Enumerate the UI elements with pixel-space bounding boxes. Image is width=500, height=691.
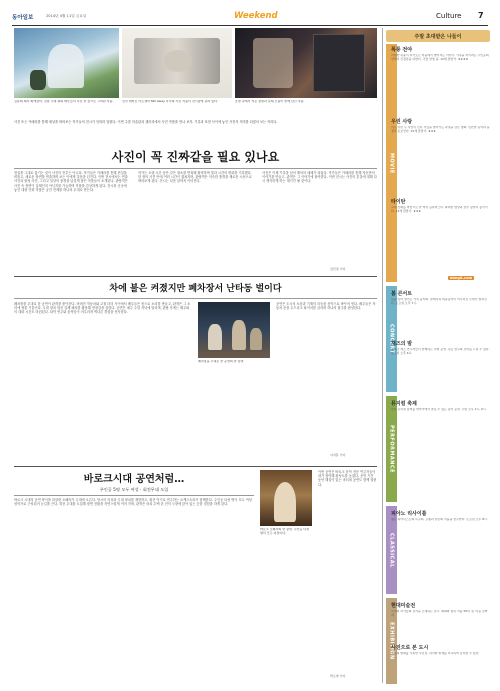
sidebar-divider: [382, 28, 383, 683]
guide-item-3-title: 타이탄: [391, 199, 406, 205]
issue-date: 2014년 4월 11일 금요일: [46, 14, 87, 18]
guide-item-3-text: 고대 신화를 바탕으로 한 액션 블록버스터. 화려한 영상과 전투 장면이 볼거리다. 12세 관람가. ★★★: [391, 206, 488, 213]
article2-headline-rule: [14, 298, 377, 299]
newspaper-name: 동아일보: [12, 15, 34, 21]
article1-lede: 사진 또는 카메라를 통해 세상을 바라보는 작가들의 전시가 잇따라 열린다. 이번 주말 미술관과 갤러리에서 사진 작품을 만나 보자. 기록과 표현 사이에 놓인 사진의 의미를 되짚어 보는 자리다.: [14, 120, 278, 124]
article1-col3: 사진은 이제 기록을 넘어 해석의 매체가 되었다. 작가들은 카메라를 통해 자신만의 이야기를 만들고, 관객은 그 이야기에 참여한다. 이번 전시는 사진의 본질에 대해 다시 생각하게 하는 계기가 될 것이다.: [262, 171, 377, 184]
guide-item-5: [391, 340, 490, 390]
guide-item-1-text: 거대한 폭풍이 다가오는 마을에서 벌어지는 이야기. 가족을 지키려는 주인공의 선택이 긴장감을 더한다. 극장 상영 중. 12세 관람가. ★★★★: [391, 54, 489, 61]
stamp-dongA-text: dongA.com: [450, 276, 473, 280]
article1-headline-rule: [14, 168, 377, 169]
article3-subhead: 주인공 5명 모두 여성 · 회전무대 도입: [99, 487, 169, 492]
article2-headline: 차에 불은 켜졌지만 폐차장서 난타동 벌이다: [109, 284, 282, 294]
tab-movie-label: MOVIE: [388, 152, 395, 174]
guide-item-6-title: 뮤지컬 축제: [391, 401, 417, 407]
photo-art-installation: [122, 28, 232, 98]
article1-col2: 작가는 오랜 시간 동안 같은 장소를 반복해 촬영하며 빛과 시간의 변화를 기록했다. 한 장의 사진 안에 여러 시간이 겹쳐지며, 관람객은 익숙한 풍경을 새로운 시선으로 바라보게 된다. 전시는 다음 달까지 이어진다.: [138, 171, 252, 184]
article3-author: 박소영 기자: [330, 674, 346, 678]
guide-item-8-title: 현대미술전: [391, 603, 416, 609]
guide-item-8: [391, 602, 490, 642]
guide-item-7-title: 피아노 리사이틀: [391, 511, 427, 517]
tab-concert-label: CONCERT: [388, 324, 395, 354]
guide-item-4: [391, 290, 490, 338]
masthead-divider: [12, 25, 488, 26]
guide-item-9: [391, 644, 490, 684]
tab-exhibition-label: EXHIBITION: [388, 622, 395, 660]
guide-item-2: [388, 118, 490, 196]
tab-classical-label: CLASSICAL: [388, 532, 395, 568]
article3-col1: 바로크 시대의 공연 양식을 되살린 오페라가 무대에 오른다. 당시의 의상과 무대 장치를 재현하고, 원전 악기로 연주하는 오케스트라가 함께한다. 주인공 다섯 명이 모두 여성 성악가로 구성되어 눈길을 끈다. 회전 무대를 도입해 장면 전환을 자연스럽게 이어 가며, 관객은 마치 수백 년 전의 극장에 앉아 있는 듯한 경험을 하게 된다.: [14, 498, 252, 507]
photo-scrapyard-performance: [198, 302, 270, 358]
photo-baroque-opera: [260, 470, 312, 526]
article2-photo-caption: 폐차장을 무대로 한 공연의 한 장면.: [198, 360, 245, 363]
photo-caption-1: 김용태 제작 화개장터, 전통 무대 위의 배우들이 사진 한 장으로 그려낸 작품.: [14, 100, 114, 103]
guide-item-1-title: 폭풍 전야: [391, 47, 413, 53]
guide-item-9-title: 사진으로 본 도시: [391, 645, 429, 651]
tab-performance-label: PERFORMANCE: [388, 424, 395, 474]
page-number: 7: [478, 11, 484, 20]
article1-divider: [14, 276, 377, 277]
article3-headline-rule: [14, 495, 254, 496]
photo-stage-actors: [14, 28, 119, 98]
section-logo: [234, 11, 278, 21]
guide-item-7: [388, 510, 490, 592]
guide-item-6: [388, 400, 490, 500]
photo-caption-2: 신사 대학로 아트센터 Fall Away 작가의 사진 작품이 전시장에 걸려 있다.: [122, 100, 218, 103]
photo-night-scene: [235, 28, 377, 98]
sidebar-title: [386, 30, 490, 42]
article2-author: 이지훈 기자: [330, 453, 346, 457]
article3-photo-caption: 바로크 오페라의 한 장면. 주인공 다섯 명이 모두 여성이다.: [260, 528, 310, 535]
guide-item-6-text: 인기 뮤지컬 넘버를 한자리에서 즐길 수 있는 갈라 공연. 주말 오후 2시, 6시.: [391, 408, 487, 411]
section-name: Culture: [436, 12, 462, 20]
guide-item-1: [391, 46, 490, 116]
guide-item-5-title: 재즈의 밤: [391, 341, 413, 347]
article3-headline: 바로크시대 공연처럼…: [83, 474, 185, 485]
article1-author: 김민정 기자: [330, 267, 346, 271]
article1-col1: 현실을 그대로 옮기는 것이 사진의 전부는 아니다. 작가들은 카메라를 통해 현실을 비틀고, 새로운 장면을 연출하며 보는 이에게 질문을 던진다. 이번 전시에서는 연출 사진과 합성 사진, 그리고 일상의 풍경을 낯설게 담은 작품들이 소개된다. 관람객은 사진 속 장면이 실제인지 아닌지를 가늠하며 작품을 감상하게 된다. 전시장 곳곳에 놓인 대형 인화 작품은 공간 전체를 하나의 무대로 만든다.: [14, 171, 128, 192]
sidebar-title-text: 주말 초대받은 나들이: [414, 33, 462, 40]
photo-caption-3: 조명 속에서 찍은 장면과 실제 모습이 함께 담긴 작품.: [235, 100, 305, 103]
stamp-dongA: [448, 276, 474, 280]
article1-headline: 사진이 꼭 진짜같을 필요 있나요: [111, 150, 280, 164]
masthead: [12, 10, 488, 24]
section-logo-text: Weekend: [234, 11, 278, 21]
article2-col1: 폐차장을 무대로 한 공연이 관객을 찾아간다. 버려진 자동차와 고철 더미 사이에서 배우들은 몸으로 소리를 만들고, 관객은 그 소리에 귀를 기울인다. 무대 장치 대신 실제 폐차를 활용해 현장감을 살렸다. 공연은 매주 주말 저녁에 열리며, 관람 후에는 배우와의 대화 시간도 마련된다. 타악 연주와 움직임이 어우러져 색다른 경험을 선사한다.: [14, 302, 191, 315]
guide-item-7-text: 젊은 피아니스트의 독주회. 쇼팽과 슈만의 작품을 연주한다. 토요일 오후 8시.: [391, 518, 488, 521]
guide-item-8-text: 국내외 작가들의 신작을 소개하는 전시. 회화와 설치 작품 50여 점. 다음 달까지.: [391, 610, 488, 617]
guide-item-2-text: 서로 다른 두 사람이 만나 사랑을 찾아가는 과정을 담은 영화. 잔잔한 음악과 풍경이 돋보인다. 15세 관람가. ★★★: [391, 126, 490, 133]
guide-item-2-title: 우린 사랑: [391, 119, 413, 125]
guide-item-9-text: 도시의 변화를 기록한 사진전. 과거와 현재를 비교하며 감상할 수 있다.: [391, 652, 480, 655]
guide-item-5-text: 정상급 재즈 연주자들이 함께하는 특별 공연. 즉흥 연주의 묘미를 느낄 수 있다. 일요일 오후 6시.: [391, 348, 490, 355]
guide-item-3: [391, 198, 490, 274]
guide-item-4-title: 봄 콘서트: [391, 291, 413, 297]
guide-item-4-text: 봄을 맞아 열리는 가족 음악회. 클래식과 대중음악이 어우러진 무대가 펼쳐진다. 토요일 오후 7시.: [391, 298, 487, 305]
article2-divider: [14, 466, 377, 467]
article3-col2: 이번 공연은 바로크 음악 전문 연주자들이 대거 참여해 완성도를 높였다. 공연 기간 동안 해설이 있는 마티네 공연도 함께 열린다.: [318, 470, 377, 487]
article2-col2: 공연은 도시의 소음과 기계의 리듬을 음악으로 바꾸어 낸다. 배우들은 자동차 문을 두드리고 타이어를 굴리며 하나의 합주를 완성한다.: [276, 302, 376, 311]
